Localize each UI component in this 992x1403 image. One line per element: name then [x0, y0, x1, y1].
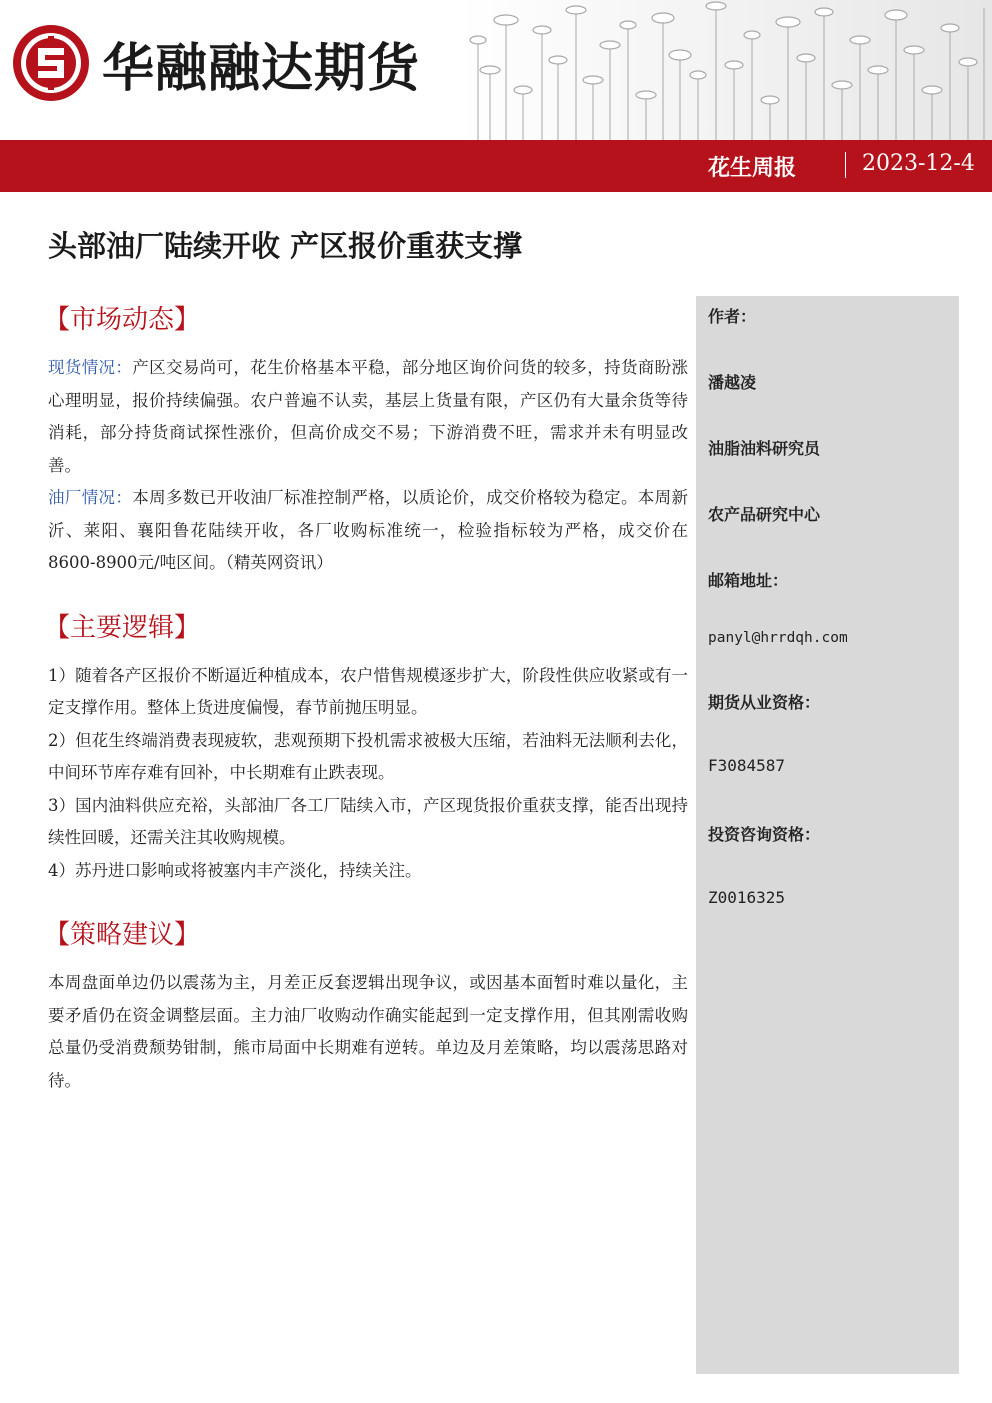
logic-point-2: 2）但花生终端消费表现疲软，悲观预期下投机需求被极大压缩，若油料无法顺利去化，中间环节库存难有回补，中长期难有止跌表现。 [48, 730, 688, 782]
logic-point-3: 3）国内油料供应充裕，头部油厂各工厂陆续入市，产区现货报价重获支撑，能否出现持续性回暖，还需关注其收购规模。 [48, 795, 688, 847]
main-content [44, 300, 689, 1097]
section-title-logic: 【主要逻辑】 [44, 612, 201, 643]
mill-paragraph [48, 482, 688, 580]
email-label: 邮箱地址： [708, 571, 789, 590]
spot-text: 产区交易尚可，花生价格基本平稳，部分地区询价问货的较多，持货商盼涨心理明显，报价持续偏强。农户普遍不认卖，基层上货量有限，产区仍有大量余货等待消耗，部分持货商试探性涨价，但高价成交不易；下游消费不旺，需求并未有明显改善。 [48, 358, 689, 475]
header-decoration [458, 0, 992, 140]
band-divider [845, 152, 846, 178]
author-role: 油脂油料研究员 [708, 439, 821, 458]
futures-qual-id: F3084587 [708, 756, 786, 775]
header-band [0, 140, 992, 192]
mill-text: 本周多数已开收油厂标准控制严格，以质论价，成交价格较为稳定。本周新沂、莱阳、襄阳鲁花陆续开收，各厂收购标准统一，检验指标较为严格，成交价在8600-8900元/吨区间。（精英网资讯） [48, 488, 689, 572]
brand-name: 华融融达期货 [102, 38, 421, 99]
logic-point-1: 1）随着各产区报价不断逼近种植成本，农户惜售规模逐步扩大，阶段性供应收紧或有一定支撑作用。整体上货进度偏慢，春节前抛压明显。 [48, 665, 688, 717]
author-sidebar [696, 296, 959, 1374]
spot-lead: 现货情况： [48, 358, 133, 377]
strategy-paragraph: 本周盘面单边仍以震荡为主，月差正反套逻辑出现争议，或因基本面暂时难以量化，主要矛盾仍在资金调整层面。主力油厂收购动作确实能起到一定支撑作用，但其刚需收购总量仍受消费颓势钳制，熊市局面中长期难有逆转。单边及月差策略，均以震荡思路对待。 [48, 973, 688, 1090]
report-date: 2023-12-4 [862, 151, 975, 176]
section-title-market: 【市场动态】 [44, 305, 201, 335]
advisory-qual-label: 投资咨询资格： [708, 825, 821, 844]
advisory-qual-id: Z0016325 [708, 888, 786, 907]
mill-lead: 油厂情况： [48, 488, 133, 507]
spot-paragraph [48, 352, 688, 482]
brand-logo [10, 22, 420, 104]
author-name: 潘越凌 [708, 373, 757, 392]
author-dept: 农产品研究中心 [708, 505, 821, 524]
email-address: panyl@hrrdqh.com [708, 630, 848, 646]
company-logo-icon [10, 22, 92, 104]
author-label: 作者： [708, 307, 757, 326]
page-title: 头部油厂陆续开收 产区报价重获支撑 [48, 229, 523, 263]
futures-qual-label: 期货从业资格： [708, 693, 821, 712]
report-type: 花生周报 [708, 155, 797, 181]
section-title-strategy: 【策略建议】 [44, 920, 201, 950]
logic-point-4: 4）苏丹进口影响或将被塞内丰产淡化，持续关注。 [48, 860, 422, 880]
